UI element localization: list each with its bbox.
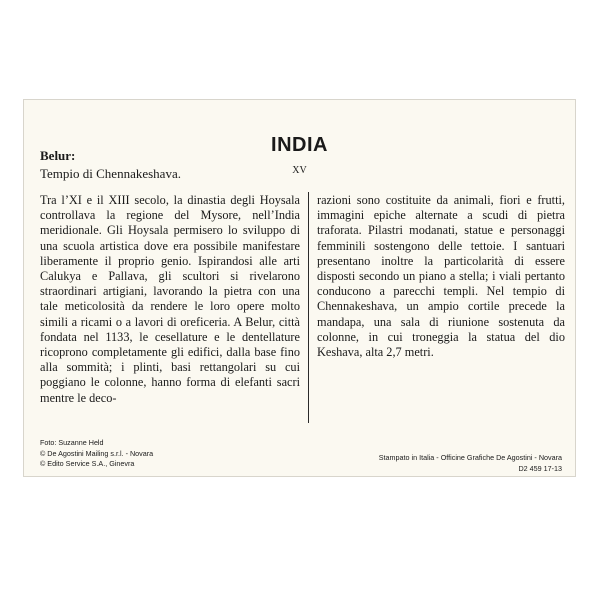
location-label: Belur: [40,148,76,163]
printer-info [379,453,562,474]
text-column-left: Tra l’XI e il XIII secolo, la dinastia degli Hoysala controllava la regione del Mysore, nell’India meridionale. Gli Hoysala permisero lo sviluppo di una scuola artistica dove era possibile manifestare liberamente il proprio genio. Ispirandosi alle arti Calukya e Pallava, gli scultori si rivelarono straordinari artigiani, lavorando la pietra con una tale meticolosità da rendere le loro opere molto simili a ricami o a lavori di oreficeria. A Belur, città fondata nel 1133, le cesellature e le dentellature ricoprono completamente gli edifici, dalla base fino alla sommità; i plinti, basi rettangolari su cui poggiano le colonne, hanno forma di elefanti sacri mentre le deco- [40,193,300,405]
credit-line: Foto: Suzanne Held [40,438,104,447]
text-column-right: razioni sono costituite da animali, fiori e frutti, immagini epiche alternate a scudi di pietra traforata. Pilastri modanati, statue e personaggi femminili sostengono delle tettoie. I santuari presentano inoltre la particolarità di essere disposti secondo un piano a stella; i viali pertanto conducono a parecchi templi. Nel tempio di Chennakeshava, un ampio cortile precede la mandapa, una sala di riunione sostenuta da colonne, in cui troneggia la statua del dio Keshava, alta 2,7 metri. [317,193,565,360]
credit-line: © De Agostini Mailing s.r.l. - Novara [40,448,154,458]
column-divider [308,192,309,423]
card-title: INDIA [271,134,328,156]
credit-line: © Edito Service S.A., Ginevra [40,459,135,468]
postcard-back [23,99,576,477]
catalog-code: D2 459 17-13 [518,463,562,473]
card-number: XV [292,165,307,176]
photo-credits [40,438,153,470]
subject-label: Tempio di Chennakeshava. [40,166,181,181]
printer-line: Stampato in Italia - Officine Grafiche De Agostini - Novara [378,453,562,462]
